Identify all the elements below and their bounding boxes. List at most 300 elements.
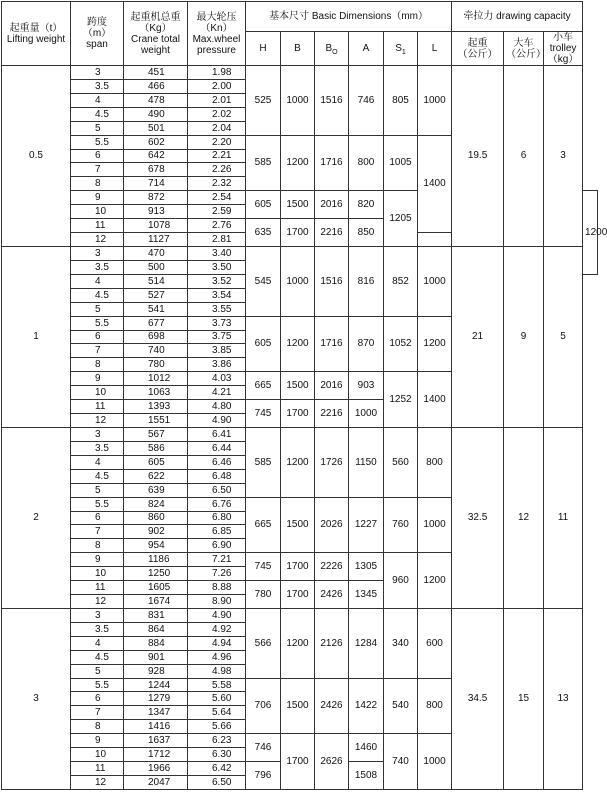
span-cell: 10 — [71, 748, 124, 762]
col-s1-header — [384, 32, 418, 66]
span-cell: 8 — [71, 539, 124, 553]
wheel-pressure-cell: 7.26 — [188, 567, 246, 581]
span-header — [71, 2, 124, 66]
wheel-pressure-cell: 3.54 — [188, 288, 246, 302]
wheel-pressure-cell: 3.75 — [188, 330, 246, 344]
wheel-pressure-cell: 5.58 — [188, 678, 246, 692]
col-b-header: B — [281, 32, 315, 66]
crane-weight-cell: 1605 — [124, 581, 188, 595]
crane-spec-table — [1, 1, 607, 790]
col-s1-label: S — [395, 43, 402, 54]
crane-weight-cell: 541 — [124, 302, 188, 316]
crane-weight-cell: 501 — [124, 121, 188, 135]
a-cell: 850 — [349, 219, 384, 247]
lifting-weight-cell: 0.5 — [2, 66, 71, 247]
span-cell: 3.5 — [71, 260, 124, 274]
s1-cell: 1052 — [384, 316, 418, 372]
crane-weight-cell: 466 — [124, 79, 188, 93]
l-cell: 800 — [418, 678, 452, 734]
s1-cell: 960 — [384, 553, 418, 609]
span-cell: 9 — [71, 191, 124, 205]
b-cell: 1500 — [281, 497, 315, 553]
l-cell: 1000 — [418, 246, 452, 316]
table-row — [2, 608, 598, 622]
span-cell: 6 — [71, 511, 124, 525]
crane-weight-cell: 527 — [124, 288, 188, 302]
a-cell: 903 — [349, 372, 384, 400]
b-cell: 1700 — [281, 553, 315, 581]
wheel-pressure-en2: pressure — [197, 44, 236, 56]
lifting-weight-cn: 起重量（t） — [9, 22, 63, 34]
crane-weight-cell: 1966 — [124, 762, 188, 776]
span-cell: 7 — [71, 344, 124, 358]
span-cell: 12 — [71, 776, 124, 790]
wheel-pressure-cell: 6.44 — [188, 441, 246, 455]
wheel-pressure-cell: 3.73 — [188, 316, 246, 330]
crane-weight-cell: 622 — [124, 469, 188, 483]
a-cell: 1422 — [349, 678, 384, 734]
wheel-pressure-cell: 2.76 — [188, 219, 246, 233]
l-cell: 1400 — [418, 372, 452, 428]
h-cell: 745 — [246, 553, 281, 581]
wheel-pressure-cell: 8.90 — [188, 595, 246, 609]
span-cell: 5.5 — [71, 497, 124, 511]
b-cell: 1200 — [281, 608, 315, 678]
wheel-pressure-cell: 3.52 — [188, 274, 246, 288]
col-h-header: H — [246, 32, 281, 66]
basic-dimensions-header: 基本尺寸 Basic Dimensions（mm） — [246, 2, 452, 32]
span-unit: （m） — [82, 28, 112, 39]
wheel-pressure-cell: 2.21 — [188, 149, 246, 163]
col-cart-header — [504, 32, 547, 66]
col-s1-sub: 1 — [401, 49, 406, 56]
wheel-pressure-cell: 3.55 — [188, 302, 246, 316]
h-cell: 796 — [246, 762, 281, 790]
wheel-pressure-cell: 2.59 — [188, 205, 246, 219]
crane-weight-en1: Crane total — [131, 33, 180, 45]
l-cell: 1400 — [418, 135, 452, 232]
b-cell: 1500 — [281, 678, 315, 734]
l-cell: 600 — [418, 608, 452, 678]
span-cell: 9 — [71, 553, 124, 567]
b0-cell: 1716 — [315, 316, 349, 372]
span-cell: 8 — [71, 720, 124, 734]
wheel-pressure-cell: 5.66 — [188, 720, 246, 734]
wheel-pressure-cell: 2.81 — [188, 233, 246, 247]
l-cell: 1200 — [583, 191, 598, 275]
draw-cart-cell: 12 — [504, 427, 544, 608]
a-cell: 800 — [349, 135, 384, 191]
crane-weight-cell: 928 — [124, 664, 188, 678]
a-cell: 1284 — [349, 608, 384, 678]
crane-weight-header — [124, 2, 188, 66]
b-cell: 1200 — [281, 427, 315, 497]
col-b0-label: B — [325, 43, 333, 54]
span-cell: 3 — [71, 66, 124, 80]
b0-cell: 1716 — [315, 135, 349, 191]
wheel-pressure-cn: 最大轮压 — [196, 11, 237, 23]
span-cell: 7 — [71, 163, 124, 177]
wheel-pressure-cell: 3.86 — [188, 358, 246, 372]
crane-weight-cell: 1250 — [124, 567, 188, 581]
draw-cart-cell: 9 — [504, 246, 544, 427]
wheel-pressure-cell: 4.92 — [188, 622, 246, 636]
b0-cell: 2016 — [315, 372, 349, 400]
h-cell: 706 — [246, 678, 281, 734]
h-cell: 605 — [246, 191, 281, 219]
h-cell: 585 — [246, 427, 281, 497]
a-cell: 1508 — [349, 762, 384, 790]
wheel-pressure-header — [188, 2, 246, 66]
span-cell: 5 — [71, 302, 124, 316]
crane-weight-cell: 913 — [124, 205, 188, 219]
wheel-pressure-cell: 2.54 — [188, 191, 246, 205]
s1-cell: 805 — [384, 66, 418, 136]
crane-weight-cell: 2047 — [124, 776, 188, 790]
col-b0-header — [315, 32, 349, 66]
wheel-pressure-cell: 6.48 — [188, 469, 246, 483]
b-cell: 1000 — [281, 246, 315, 316]
h-cell: 635 — [246, 219, 281, 247]
col-trolley-cn: 小车 — [553, 32, 574, 43]
crane-weight-cell: 780 — [124, 358, 188, 372]
crane-weight-cell: 884 — [124, 636, 188, 650]
draw-trolley-cell: 3 — [544, 66, 583, 247]
wheel-pressure-cell: 8.88 — [188, 581, 246, 595]
wheel-pressure-cell: 4.03 — [188, 372, 246, 386]
b0-cell: 2126 — [315, 608, 349, 678]
crane-weight-cell: 1279 — [124, 692, 188, 706]
wheel-pressure-cell: 5.60 — [188, 692, 246, 706]
l-cell: 1000 — [418, 497, 452, 553]
b0-cell: 2216 — [315, 400, 349, 428]
crane-weight-cell: 901 — [124, 650, 188, 664]
span-cell: 11 — [71, 762, 124, 776]
a-cell: 1345 — [349, 581, 384, 609]
a-cell: 820 — [349, 191, 384, 219]
col-b0-sub: O — [332, 49, 338, 56]
col-lift-cn: 起重 — [467, 37, 488, 49]
s1-cell: 740 — [384, 734, 418, 790]
span-cell: 6 — [71, 692, 124, 706]
b-cell: 1700 — [281, 734, 315, 790]
crane-weight-en2: weight — [141, 44, 170, 56]
draw-trolley-cell: 11 — [544, 427, 583, 608]
a-cell: 816 — [349, 246, 384, 316]
col-a-header: A — [349, 32, 384, 66]
l-cell: 1000 — [418, 734, 452, 790]
crane-weight-cell: 1012 — [124, 372, 188, 386]
span-cell: 7 — [71, 706, 124, 720]
span-cell: 5 — [71, 121, 124, 135]
lifting-weight-cell: 1 — [2, 246, 71, 427]
wheel-pressure-cell: 6.76 — [188, 497, 246, 511]
h-cell: 525 — [246, 66, 281, 136]
span-cell: 6 — [71, 149, 124, 163]
drawing-capacity-header: 牵拉力 drawing capacity — [452, 2, 583, 32]
l-cell: 800 — [418, 427, 452, 497]
col-trolley-header — [544, 32, 583, 66]
draw-cart-cell: 15 — [504, 608, 544, 789]
span-cell: 4 — [71, 455, 124, 469]
b-cell: 1500 — [281, 191, 315, 219]
wheel-pressure-cell: 2.32 — [188, 177, 246, 191]
span-cell: 12 — [71, 595, 124, 609]
draw-lift-cell: 34.5 — [452, 608, 504, 789]
l-cell: 1200 — [418, 553, 452, 609]
b0-cell: 2226 — [315, 553, 349, 581]
wheel-pressure-cell: 3.40 — [188, 246, 246, 260]
span-cell: 11 — [71, 400, 124, 414]
wheel-pressure-cell: 2.02 — [188, 107, 246, 121]
h-cell: 585 — [246, 135, 281, 191]
wheel-pressure-en1: Max.wheel — [192, 33, 241, 45]
crane-weight-cell: 954 — [124, 539, 188, 553]
crane-weight-cell: 1551 — [124, 414, 188, 428]
lifting-weight-header — [2, 2, 71, 66]
span-cell: 4 — [71, 93, 124, 107]
span-cell: 11 — [71, 581, 124, 595]
span-cell: 12 — [71, 414, 124, 428]
a-cell: 746 — [349, 66, 384, 136]
span-cell: 3 — [71, 427, 124, 441]
wheel-pressure-cell: 6.42 — [188, 762, 246, 776]
s1-cell: 1205 — [384, 191, 418, 247]
wheel-pressure-cell: 4.94 — [188, 636, 246, 650]
crane-weight-cell: 698 — [124, 330, 188, 344]
col-cart-unit: （公斤） — [506, 48, 547, 60]
span-cell: 4 — [71, 636, 124, 650]
crane-weight-cell: 1637 — [124, 734, 188, 748]
span-cell: 5 — [71, 664, 124, 678]
b-cell: 1700 — [281, 581, 315, 609]
crane-weight-cell: 470 — [124, 246, 188, 260]
wheel-pressure-cell: 7.21 — [188, 553, 246, 567]
h-cell: 746 — [246, 734, 281, 762]
crane-weight-cell: 639 — [124, 483, 188, 497]
b-cell: 1200 — [281, 316, 315, 372]
lifting-weight-cell: 3 — [2, 608, 71, 789]
wheel-pressure-cell: 3.85 — [188, 344, 246, 358]
a-cell: 870 — [349, 316, 384, 372]
crane-weight-cell: 500 — [124, 260, 188, 274]
b0-cell: 2626 — [315, 734, 349, 790]
col-trolley-unit: （kg） — [547, 54, 579, 65]
col-l-header: L — [418, 32, 452, 66]
wheel-pressure-cell: 6.50 — [188, 483, 246, 497]
span-cell: 10 — [71, 205, 124, 219]
span-cell: 11 — [71, 219, 124, 233]
crane-weight-cell: 872 — [124, 191, 188, 205]
span-cell: 3.5 — [71, 441, 124, 455]
wheel-pressure-cell: 4.98 — [188, 664, 246, 678]
b0-cell: 2426 — [315, 581, 349, 609]
h-cell: 545 — [246, 246, 281, 316]
crane-weight-cell: 478 — [124, 93, 188, 107]
draw-lift-cell: 32.5 — [452, 427, 504, 608]
wheel-pressure-cell: 6.80 — [188, 511, 246, 525]
wheel-pressure-cell: 4.21 — [188, 386, 246, 400]
wheel-pressure-cell: 6.23 — [188, 734, 246, 748]
a-cell: 1150 — [349, 427, 384, 497]
crane-weight-cell: 860 — [124, 511, 188, 525]
a-cell: 1227 — [349, 497, 384, 553]
table-row — [2, 246, 598, 260]
crane-weight-cell: 1347 — [124, 706, 188, 720]
s1-cell: 1005 — [384, 135, 418, 191]
draw-cart-cell: 6 — [504, 66, 544, 247]
span-cell: 4.5 — [71, 107, 124, 121]
crane-weight-cell: 831 — [124, 608, 188, 622]
wheel-pressure-cell: 2.26 — [188, 163, 246, 177]
span-cell: 4.5 — [71, 469, 124, 483]
wheel-pressure-unit: （Kn） — [200, 22, 233, 34]
span-cell: 3 — [71, 608, 124, 622]
h-cell: 665 — [246, 497, 281, 553]
b0-cell: 1516 — [315, 246, 349, 316]
a-cell: 1000 — [349, 400, 384, 428]
b0-cell: 2216 — [315, 219, 349, 247]
lifting-weight-cell: 2 — [2, 427, 71, 608]
crane-weight-cell: 1078 — [124, 219, 188, 233]
span-cell: 8 — [71, 358, 124, 372]
b0-cell: 1726 — [315, 427, 349, 497]
crane-weight-unit: （Kg） — [139, 22, 172, 34]
b0-cell: 2426 — [315, 678, 349, 734]
span-cell: 10 — [71, 386, 124, 400]
wheel-pressure-cell: 6.41 — [188, 427, 246, 441]
crane-weight-cell: 1244 — [124, 678, 188, 692]
h-cell: 665 — [246, 372, 281, 400]
draw-lift-cell: 19.5 — [452, 66, 504, 247]
span-cell: 7 — [71, 525, 124, 539]
col-lift-unit: （公斤） — [457, 48, 498, 60]
crane-weight-cell: 514 — [124, 274, 188, 288]
crane-weight-cell: 1674 — [124, 595, 188, 609]
wheel-pressure-cell: 6.90 — [188, 539, 246, 553]
b-cell: 1000 — [281, 66, 315, 136]
b0-cell: 2026 — [315, 497, 349, 553]
wheel-pressure-cell: 6.46 — [188, 455, 246, 469]
col-trolley-en: trolley — [549, 43, 577, 54]
crane-weight-cn: 起重机总重 — [130, 11, 181, 23]
span-en: span — [86, 39, 108, 50]
wheel-pressure-cell: 2.01 — [188, 93, 246, 107]
span-cn: 跨度 — [87, 17, 107, 28]
span-cell: 5.5 — [71, 135, 124, 149]
span-cell: 3 — [71, 246, 124, 260]
span-cell: 9 — [71, 372, 124, 386]
h-cell: 566 — [246, 608, 281, 678]
crane-weight-cell: 567 — [124, 427, 188, 441]
crane-weight-cell: 1186 — [124, 553, 188, 567]
b0-cell: 1516 — [315, 66, 349, 136]
crane-weight-cell: 605 — [124, 455, 188, 469]
crane-weight-cell: 1393 — [124, 400, 188, 414]
wheel-pressure-cell: 6.30 — [188, 748, 246, 762]
s1-cell: 852 — [384, 246, 418, 316]
span-cell: 4.5 — [71, 650, 124, 664]
crane-weight-cell: 451 — [124, 66, 188, 80]
span-cell: 9 — [71, 734, 124, 748]
span-cell: 8 — [71, 177, 124, 191]
crane-weight-cell: 864 — [124, 622, 188, 636]
wheel-pressure-cell: 6.85 — [188, 525, 246, 539]
h-cell: 745 — [246, 400, 281, 428]
s1-cell: 540 — [384, 678, 418, 734]
wheel-pressure-cell: 2.00 — [188, 79, 246, 93]
s1-cell: 1252 — [384, 372, 418, 428]
wheel-pressure-cell: 4.96 — [188, 650, 246, 664]
span-cell: 12 — [71, 233, 124, 247]
crane-weight-cell: 490 — [124, 107, 188, 121]
wheel-pressure-cell: 4.90 — [188, 608, 246, 622]
wheel-pressure-cell: 2.04 — [188, 121, 246, 135]
span-cell: 10 — [71, 567, 124, 581]
draw-trolley-cell: 13 — [544, 608, 583, 789]
span-cell: 4.5 — [71, 288, 124, 302]
draw-trolley-cell: 5 — [544, 246, 583, 427]
crane-weight-cell: 586 — [124, 441, 188, 455]
crane-weight-cell: 677 — [124, 316, 188, 330]
span-cell: 5 — [71, 483, 124, 497]
crane-weight-cell: 740 — [124, 344, 188, 358]
crane-weight-cell: 902 — [124, 525, 188, 539]
wheel-pressure-cell: 1.98 — [188, 66, 246, 80]
s1-cell: 760 — [384, 497, 418, 553]
crane-weight-cell: 1127 — [124, 233, 188, 247]
span-cell: 6 — [71, 330, 124, 344]
span-cell: 4 — [71, 274, 124, 288]
wheel-pressure-cell: 2.20 — [188, 135, 246, 149]
col-cart-cn: 大车 — [513, 37, 534, 49]
s1-cell: 560 — [384, 427, 418, 497]
b-cell: 1700 — [281, 400, 315, 428]
crane-weight-cell: 642 — [124, 149, 188, 163]
draw-lift-cell: 21 — [452, 246, 504, 427]
b-cell: 1200 — [281, 135, 315, 191]
span-cell: 5.5 — [71, 316, 124, 330]
crane-weight-cell: 1063 — [124, 386, 188, 400]
a-cell: 1460 — [349, 734, 384, 762]
crane-weight-cell: 1712 — [124, 748, 188, 762]
l-cell: 1000 — [418, 66, 452, 136]
span-cell: 3.5 — [71, 79, 124, 93]
wheel-pressure-cell: 3.50 — [188, 260, 246, 274]
wheel-pressure-cell: 4.80 — [188, 400, 246, 414]
wheel-pressure-cell: 5.64 — [188, 706, 246, 720]
b0-cell: 2016 — [315, 191, 349, 219]
table-row — [2, 66, 598, 80]
crane-weight-cell: 602 — [124, 135, 188, 149]
s1-cell: 340 — [384, 608, 418, 678]
l-cell: 1200 — [418, 316, 452, 372]
span-cell: 5.5 — [71, 678, 124, 692]
crane-weight-cell: 824 — [124, 497, 188, 511]
span-cell: 3.5 — [71, 622, 124, 636]
crane-weight-cell: 714 — [124, 177, 188, 191]
a-cell: 1305 — [349, 553, 384, 581]
h-cell: 780 — [246, 581, 281, 609]
lifting-weight-en: Lifting weight — [6, 33, 66, 45]
spec-body — [2, 66, 607, 790]
b-cell: 1500 — [281, 372, 315, 400]
crane-weight-cell: 678 — [124, 163, 188, 177]
crane-weight-cell: 1416 — [124, 720, 188, 734]
b-cell: 1700 — [281, 219, 315, 247]
col-lift-header — [452, 32, 504, 66]
h-cell: 605 — [246, 316, 281, 372]
